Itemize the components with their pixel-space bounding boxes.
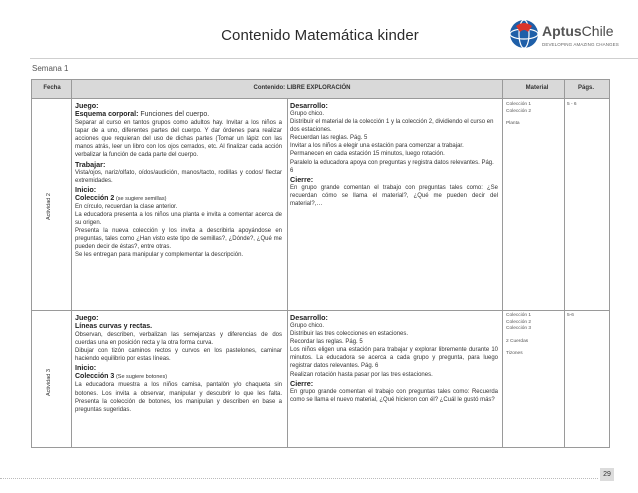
lineas-heading: Líneas curvas y rectas. [75, 323, 153, 330]
row-divider [32, 310, 609, 311]
paragraph: La educadora muestra a los niños camisa, pantalón y/o chaqueta sin botones. Los invita a observar, manipular y descubrir lo que les falta. Presenta la colección de botones, los manipulan y describen en base a preguntas sugeridas. [75, 382, 282, 413]
paragraph: Separar al curso en tantos grupos como adultos hay. Invitar a los niños a tapar de a uno, diferentes partes del cuerpo. Y dar órdenes para realizar acciones que requieran del uso de dichas partes (Tomar un lápiz con las manos atrás, leer un libro con los ojos cerrados, etc. Al finalizar cada acción verbalizar la función de cada parte del cuerpo. [75, 120, 282, 159]
table-header-row [32, 80, 609, 99]
desarrollo-heading: Desarrollo: [290, 313, 328, 322]
column-divider [564, 80, 565, 447]
activity-label: Actividad 2 [46, 193, 52, 220]
material-item: Tizones [506, 351, 523, 357]
paragraph: En grupo grande comentan el trabajo con preguntas tales como: ¿Se recuerdan cómo se llama el material?, ¿Qué me pueden decir del material?,… [290, 184, 498, 207]
row2-left-cell [75, 313, 282, 414]
column-divider [71, 80, 72, 447]
paragraph: Invitar a los niños a elegir una estación para comenzar a trabajar. [290, 143, 464, 150]
material-item: Colección 3 [506, 326, 532, 332]
header-divider [30, 58, 638, 59]
footer-divider [0, 478, 598, 480]
desarrollo-heading: Desarrollo: [290, 101, 328, 110]
globe-logo-icon [508, 18, 540, 50]
coleccion-line: Colección 2 (se sugiere semillas) [75, 194, 167, 202]
material-item: 2 Cuerdas [506, 338, 529, 344]
esquema-line: Esquema corporal: Funciones del cuerpo. [75, 111, 210, 118]
paragraph: En círculo, recuerdan la clase anterior. [75, 203, 178, 210]
material-item: Colección 2 [506, 108, 532, 114]
paragraph: La educadora presenta a los niños una planta e invita a comentar acerca de su origen. [75, 211, 282, 227]
activity-label: Actividad 3 [46, 369, 52, 396]
paragraph: Grupo chico. [290, 323, 325, 329]
logo-tagline: DEVELOPING AMAZING CHANGES [542, 42, 619, 47]
cierre-heading: Cierre: [290, 378, 314, 388]
coleccion-line: Colección 3 (Se sugiere botones) [75, 373, 168, 381]
paragraph: En grupo grande comentan el trabajo con preguntas tales como: Recuerda como se llama el nuevo material, ¿Qué hicieron con él? ¿Cuál le gustó más? [290, 388, 498, 403]
week-label: Semana 1 [32, 64, 69, 73]
juego-heading: Juego: [75, 313, 99, 322]
material-item: Colección 1 [506, 102, 532, 107]
paragraph: Permanecen en cada estación 15 minutos, luego rotación. [290, 151, 445, 158]
row1-left-cell [75, 101, 282, 260]
header-contenido: Contenido: LIBRE EXPLORACIÓN [253, 85, 351, 91]
column-divider [287, 98, 288, 447]
paragraph: Distribuir el material de la colección 1 y la colección 2, dividiendo el curso en dos estaciones. [290, 119, 494, 134]
lesson-table [31, 79, 610, 448]
page-title: Contenido Matemática kinder [221, 27, 419, 44]
trabajar-heading: Trabajar: [75, 159, 106, 169]
column-divider [502, 80, 503, 447]
paragraph: Vista/ojos, nariz/olfato, oídos/audición, manos/tacto, rodillas y codos/ flectar extremidades. [75, 169, 282, 184]
row1-right-cell [290, 101, 498, 208]
paragraph: Recordar las reglas. Pág. 5 [290, 339, 363, 346]
row2-right-cell [290, 313, 498, 404]
paragraph: Dibujar con tizón caminos rectos y curvos en los pastelones, caminar haciendo equilibrio por estas líneas. [75, 348, 282, 363]
header-pags: Págs. [577, 85, 594, 91]
logo-wordmark: AptusChile [542, 23, 614, 39]
inicio-heading: Inicio: [75, 184, 97, 194]
row1-pages: 5 - 6 [567, 102, 577, 107]
material-item: Colección 1 [506, 313, 532, 318]
paragraph: Se les entregan para manipular y complementar la descripción. [75, 252, 244, 259]
page-number: 29 [600, 468, 614, 481]
page-header [0, 0, 638, 62]
paragraph: Observan, describen, verbalizan las semejanzas y diferencias de dos cuerdas una en posición recta y la otra forma curva. [75, 332, 282, 347]
inicio-heading: Inicio: [75, 363, 97, 373]
row2-pages: 5-6 [567, 313, 574, 318]
cierre-heading: Cierre: [290, 174, 314, 184]
paragraph: Presenta la nueva colección y los invita a describirla apoyándose en preguntas, tales como ¿Han visto este tipo de semillas?, ¿Dónde?, ¿Qué me pueden decir de éstas?, entre otras. [75, 228, 282, 251]
header-fecha: Fecha [43, 85, 61, 91]
row1-material [506, 102, 562, 128]
paragraph: Grupo chico. [290, 111, 325, 117]
paragraph: Los niños eligen una estación para trabajar y explorar libremente durante 10 minutos. La educadora se acerca a cada grupo y pregunta, para luego registrar datos relevantes. Pág. 6 [290, 347, 498, 370]
paragraph: Recuerdan las reglas. Pág. 5 [290, 135, 368, 142]
paragraph: Distribuir las tres colecciones en estaciones. [290, 331, 409, 338]
paragraph: Realizan rotación hasta pasar por las tres estaciones. [290, 371, 433, 378]
aptus-chile-logo [508, 18, 628, 54]
row2-material [506, 313, 562, 358]
paragraph: Paralelo la educadora apoya con preguntas y registra datos relevantes. Pág. 6 [290, 159, 494, 174]
material-item: Planta [506, 121, 520, 127]
header-material: Material [525, 85, 549, 91]
material-item: Colección 2 [506, 319, 532, 325]
juego-heading: Juego: [75, 101, 99, 110]
